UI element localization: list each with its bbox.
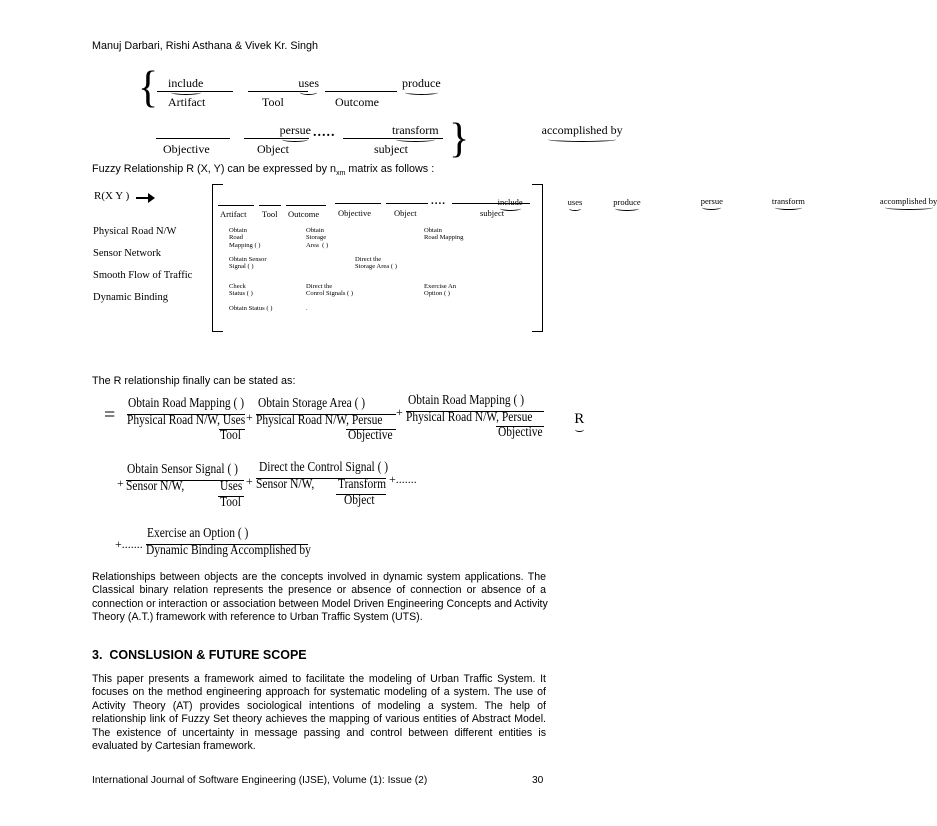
term3-denominator-text: Physical Road N/W, Persue — [406, 410, 533, 425]
term5-denominator-2-text: Transform — [338, 477, 387, 492]
matrix-cell-7: Direct the Conrol Signals ( ) — [306, 283, 354, 298]
term4-sub — [220, 495, 245, 511]
matrix-head-produce: produce — [613, 197, 641, 207]
matrix-head-rule-5 — [386, 203, 428, 204]
plus-4: + — [246, 474, 253, 488]
matrix-head-accomplished-by: accomplished by — [879, 196, 937, 206]
fuzzy-intro — [92, 163, 434, 177]
matrix-head-dots: .... — [431, 195, 446, 207]
term2-numerator-text: Obtain Storage Area ( ) — [258, 396, 366, 411]
matrix-right-bracket — [532, 184, 543, 332]
term2-sub-text: Objective — [348, 428, 393, 443]
set-bottom-artifact: Artifact — [168, 95, 206, 109]
term1-numerator-text: Obtain Road Mapping ( ) — [128, 396, 245, 411]
term3-denominator — [406, 410, 560, 426]
matrix-head-rule-2 — [259, 205, 281, 206]
set-top-persue: persue — [279, 123, 311, 137]
paragraph-conclusion — [92, 673, 546, 753]
plus-dots-2: +....... — [115, 537, 143, 551]
term5-sub — [344, 493, 381, 509]
relation-arrow-head — [148, 193, 155, 203]
set-bottom-subject: subject — [374, 142, 408, 156]
set-bottom-tool: Tool — [262, 95, 284, 109]
matrix-left-bracket — [212, 184, 223, 332]
set-top-produce: produce — [402, 76, 441, 90]
term4-denominator-2 — [220, 479, 247, 495]
plus-2: + — [396, 405, 403, 419]
paragraph2-line: Activity Theory (AT) provides sociological intentions of modeling a system. The help of — [92, 699, 546, 712]
term4-denominator-2-text: Uses — [220, 479, 243, 494]
section-title: CONSLUSION & FUTURE SCOPE — [109, 648, 307, 662]
matrix-cell-2: Obtain Storage Area ( ) — [306, 227, 329, 249]
set-rule-2 — [248, 91, 308, 92]
set-top-uses: uses — [298, 76, 319, 90]
set-rule-6 — [343, 138, 443, 139]
term2-denominator-text: Physical Road N/W, Persue — [256, 413, 383, 428]
term6-denominator-text: Dynamic Binding Accomplished by — [146, 543, 311, 558]
left-curly-brace: { — [138, 63, 159, 113]
matrix-sub-subject: subject — [480, 208, 505, 218]
set-rule-3 — [325, 91, 397, 92]
set-bottom-object: Object — [257, 142, 289, 156]
footer-page-number: 30 — [532, 775, 544, 786]
paragraph2-line: evaluated by Cartesian framework. — [92, 740, 256, 753]
matrix-relation-label: R(X Y ) — [94, 190, 130, 202]
term6-denominator — [146, 543, 347, 559]
matrix-head-rule-4 — [335, 203, 381, 204]
matrix-cell-8: Exercise An Option ( ) — [424, 283, 457, 298]
term4-denominator-text: Sensor N/W, — [126, 479, 185, 494]
matrix-head-include: include — [497, 197, 523, 207]
matrix-head-rule-1 — [218, 205, 254, 206]
matrix-row-smooth-flow: Smooth Flow of Traffic — [93, 270, 193, 281]
matrix-head-transform: transform — [771, 196, 805, 206]
matrix-row-physical-road: Physical Road N/W — [93, 226, 177, 237]
matrix-cell-9: Obtain Status ( ) — [229, 305, 273, 312]
term5-sub-text: Object — [344, 493, 375, 508]
section-heading — [92, 648, 307, 662]
set-bottom-outcome: Outcome — [335, 95, 379, 109]
set-top-transform: transform — [391, 123, 439, 137]
matrix-head-rule-3 — [286, 205, 326, 206]
set-rule-4 — [156, 138, 230, 139]
paragraph-relationships — [92, 571, 546, 625]
term2-numerator — [258, 396, 389, 412]
matrix-sub-artifact: Artifact — [220, 209, 247, 219]
equation-equals: = — [104, 404, 116, 426]
running-header: Manuj Darbari, Rishi Asthana & Vivek Kr. Singh — [92, 40, 319, 52]
term3-sub — [498, 425, 552, 441]
matrix-head-persue: persue — [700, 196, 723, 206]
term2-denominator — [256, 413, 410, 429]
term1-denominator-text: Physical Road N/W, Uses — [127, 413, 246, 428]
section-number: 3. — [92, 648, 103, 662]
matrix-sub-outcome: Outcome — [288, 209, 320, 219]
matrix-sub-objective: Objective — [338, 208, 372, 218]
footer-journal: International Journal of Software Engineering (IJSE), Volume (1): Issue (2) — [92, 775, 428, 786]
right-curly-brace: } — [449, 116, 470, 162]
term1-sub — [220, 428, 245, 444]
term5-denominator — [256, 477, 327, 493]
fuzzy-intro-after-text: matrix as follows : — [345, 163, 435, 175]
matrix-cell-5: Direct the Storage Area ( ) — [355, 256, 397, 271]
matrix-cell-10: . — [306, 305, 308, 312]
paragraph1-line: connection or interaction or association between Model Driven Engineering Concepts and Activity — [92, 597, 548, 610]
set-top-include: include — [168, 76, 204, 90]
matrix-row-sensor-network: Sensor Network — [93, 248, 161, 259]
term6-numerator — [147, 526, 271, 542]
term4-sub-text: Tool — [220, 495, 241, 510]
final-intro: The R relationship finally can be stated as: — [92, 375, 296, 387]
term3-numerator — [408, 393, 550, 409]
equation-lhs-r: R — [574, 411, 585, 427]
set-top-accomplished-by: accomplished by — [541, 123, 623, 137]
term3-numerator-text: Obtain Road Mapping ( ) — [408, 393, 525, 408]
set-bottom-objective: Objective — [163, 142, 210, 156]
fuzzy-intro-subscript: xm — [336, 170, 346, 178]
term4-denominator — [126, 479, 197, 495]
term5-denominator-2 — [338, 477, 397, 493]
paragraph2-line: The existence of uncertainty in message passing and control between different entities is — [92, 726, 546, 739]
matrix-head-rule-6 — [452, 203, 530, 204]
matrix-cell-4: Obtain Sensor Signal ( ) — [229, 256, 267, 271]
paragraph1-line: Relationships between objects are the concepts involved in dynamic system applications. The — [92, 571, 546, 583]
paragraph2-line: This paper presents a framework aimed to facilitate the modeling of Urban Traffic System. It — [92, 673, 546, 685]
term4-numerator — [127, 462, 262, 478]
paragraph2-line: relationship link of Fuzzy Set theory achieves the mapping of various entities of Abstract Model. — [92, 713, 546, 726]
paragraph2-line: focuses on the method engineering approach for systematic modeling of a system. The use of — [92, 686, 546, 699]
paragraph1-line: Classical binary relation represents the presence or absence of connection or absence of a — [92, 584, 546, 597]
set-dots: ..... — [313, 125, 336, 140]
term4-numerator-text: Obtain Sensor Signal ( ) — [127, 462, 238, 477]
plus-dots-1: +....... — [389, 472, 417, 486]
matrix-cell-3: Obtain Road Mapping — [424, 227, 464, 242]
term6-numerator-text: Exercise an Option ( ) — [147, 526, 249, 541]
matrix-cell-6: Check Status ( ) — [229, 283, 253, 298]
matrix-row-dynamic-binding: Dynamic Binding — [93, 292, 168, 303]
term2-sub — [348, 428, 402, 444]
plus-1: + — [246, 410, 253, 424]
matrix-sub-object: Object — [394, 208, 417, 218]
set-rule-5 — [244, 138, 309, 139]
matrix-sub-tool: Tool — [262, 209, 278, 219]
matrix-head-uses: uses — [567, 197, 583, 207]
term3-sub-text: Objective — [498, 425, 543, 440]
term5-numerator-text: Direct the Control Signal ( ) — [259, 460, 389, 475]
paragraph1-line: Theory (A.T.) framework with reference to Urban Traffic System (UTS). — [92, 611, 423, 624]
set-rule-1 — [157, 91, 233, 92]
term5-denominator-text: Sensor N/W, — [256, 477, 315, 492]
term1-sub-text: Tool — [220, 428, 241, 443]
fuzzy-intro-before: Fuzzy Relationship R (X, Y) can be expressed by n — [92, 163, 337, 175]
plus-3: + — [117, 476, 124, 490]
matrix-cell-1: Obtain Road Mapping ( ) — [229, 227, 261, 249]
